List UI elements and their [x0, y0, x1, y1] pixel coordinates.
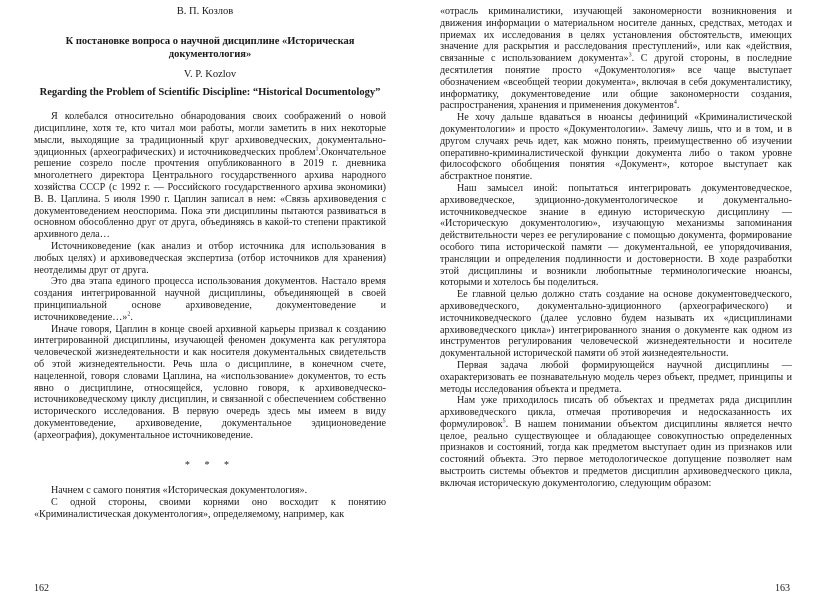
page-number: 162: [34, 583, 49, 594]
paragraph: Ее главной целью должно стать создание на основе документоведческого, архивоведческого, документально-эдиционного (археографического) и источниковедческого (далее условно будем называть их «дисциплинами архивоведческого цикла») интегрированного знания о документе как одном из инструментов регулирования человеческой жизнедеятельности и носителе документальной исторической памяти об этой жизнедеятельности.: [440, 289, 792, 360]
title-ru: К постановке вопроса о научной дисциплине «Историческая документология»: [65, 36, 355, 60]
right-page: [410, 0, 820, 609]
section-separator: * * *: [184, 459, 236, 471]
right-column: [440, 6, 792, 490]
paragraph: Я колебался относительно обнародования своих соображений о новой дисциплине, хотя те, кто читал мои работы, могли заметить в них некоторые мысли, выходящие за традиционный круг архивоведческих, документально-эдиционных (археографических) и источниковедческих проблем$^1$.Окончательное решение созрело после прочтения опубликованного в 2019 г. дневника многолетнего директора Центрального государственного архива народного хозяйства СССР (с 1992 г. — Российского государственного архива экономики) В. В. Цаплина. 5 июля 1990 г. Цаплин записал в нем: «Связь архивоведения с документоведением неоспорима. Пока эти дисциплины пытаются развиваться в основном обособленно друг от друга, объединяясь в какой-то степени практикой архивного дела…: [34, 111, 386, 241]
paragraph: Не хочу дальше вдаваться в нюансы дефиниций «Криминалистической документологии» и просто «Документологии». Замечу лишь, что и в том, и в другом случаях речь идет, как можно понять, преимущественно об изучении оперативно-криминалистической функции документа либо о таком уровне философского обобщения понятия «Документ», которое выступает как абстрактное понятие.: [440, 112, 792, 183]
left-column: [34, 36, 386, 521]
page-number: 163: [775, 583, 790, 594]
paragraph: Начнем с самого понятия «Историческая документология».: [51, 485, 308, 497]
title-en: Regarding the Problem of Scientific Discipline: “Historical Documentology”: [39, 86, 381, 98]
paragraph: Иначе говоря, Цаплин в конце своей архивной карьеры призвал к созданию интегрированной дисциплины, изучающей феномен документа как регулятора человеческой жизнедеятельности и как носителя документальных свидетельств об этой жизнедеятельности. Речь шла о дисциплине, в конечном счете, нацеленной, говоря словами Цаплина, на «использование» документов, то есть явно о дисциплине, относящейся, условно говоря, к архивоведческо-источниковедческому циклу дисциплин, и связанной с обеспечением собственно исторического исследования. В первую очередь здесь мы имеем в виду документоведение, архивоведение, документальное эдиционоведение (археография), документальное источниковедение.: [34, 323, 386, 441]
paragraph: Нам уже приходилось писать об объектах и предметах ряда дисциплин архивоведческого цикла, отмечая противоречия и недосказанность их формулировок$^5$. В нашем понимании объектом дисциплины является нечто целое, реально существующее и обладающее совокупностью определенных признаков и состояний, тогда как предметом выступает один из признаков или состояний объекта. Это первое методологическое допущение позволяет нам выстроить системы объектов и предметов дисциплин архивоведческого цикла, включая историческую документологию, следующим образом:: [440, 395, 792, 489]
paragraph: Наш замысел иной: попытаться интегрировать документоведческое, архивоведческое, эдиционно-документологическое и документально-источниковедческое знание в единую историческую дисциплину — «Историческую документологию», изучающую механизмы запоминания действительности через ее регулирование с помощью документа, формирование особого типа исторической памяти — документальной, ее упорядочивания, трансляции и определения подлинности и достоверности. В ходе разработки этой дисциплины и возникли любопытные терминологические нюансы, которыми и хотелось бы поделиться.: [440, 182, 792, 289]
author-en: V. P. Kozlov: [183, 69, 237, 80]
paragraph: «отрасль криминалистики, изучающей закономерности возникновения и движения информации о материальном носителе данных, средствах, методах и приемах их исследования в целях установления обстоятельств, имеющих значение для раскрытия и расследования преступлений», или как «действия, связанные с использованием документа»$^3$. С другой стороны, в последние десятилетия понятие просто «Документология» все чаще выступает обозначением «всеобщей теории документа», включая в себя документалистику, информатику, документоведение или общие закономерности создания, распространения, хранения и применения документов$^4$.: [440, 6, 792, 112]
paragraph: С одной стороны, своими корнями оно восходит к понятию «Криминалистическая документология», определяемому, например, как: [34, 497, 386, 520]
paragraph: Первая задача любой формирующейся научной дисциплины — охарактеризовать ее познавательную модель через объект, предмет, принципы и методы исследования объекта и предмета.: [440, 359, 792, 395]
paragraph: Это два этапа единого процесса использования документов. Настало время создания интегрированной научной дисциплины, объединяющей в своей принципиальной основе архивоведение, документоведение и источниковедение…»$^2$.: [34, 276, 386, 323]
paragraph: Источниковедение (как анализ и отбор источника для использования в любых целях) и архивоведческая экспертиза (отбор источников для хранения) неотделимы друг от друга.: [34, 241, 386, 276]
running-head: В. П. Козлов: [176, 6, 234, 17]
